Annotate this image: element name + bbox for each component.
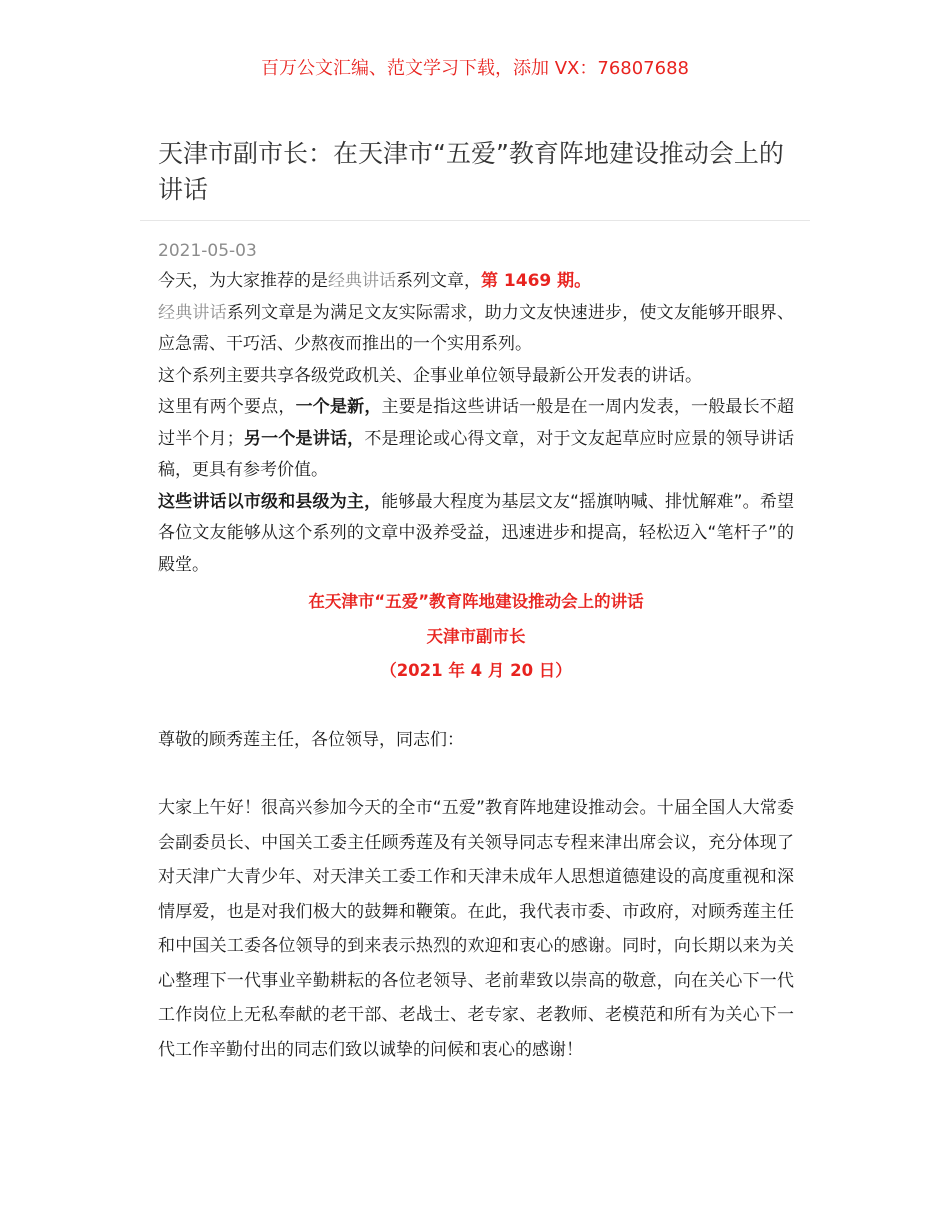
title-divider: [140, 220, 810, 221]
promo-banner: 百万公文汇编、范文学习下载，添加 VX：76807688: [261, 58, 689, 79]
intro-paragraph-5: [158, 487, 794, 582]
intro-text: 今天，为大家推荐的是: [158, 271, 328, 291]
intro-paragraph-1: [158, 266, 794, 298]
series-name: 经典讲话: [328, 271, 396, 291]
intro-paragraph-2: [158, 298, 794, 361]
article-body: [158, 266, 794, 1067]
intro-paragraph-4: [158, 392, 794, 487]
intro-text: 系列文章，: [396, 271, 481, 291]
key-point-1: 一个是新，: [295, 397, 382, 417]
issue-number: 第 1469 期。: [481, 271, 592, 291]
intro-text: 系列文章是为满足文友实际需求，助力文友快速进步，使文友能够开眼界、应急需、干巧活、少熬夜而推出的一个实用系列。: [158, 302, 795, 354]
spacer: [158, 757, 794, 791]
speech-speaker: 天津市副市长: [426, 626, 526, 646]
key-point-2: 另一个是讲话，: [243, 428, 365, 449]
intro-text: 这里有两个要点，: [158, 397, 296, 417]
spacer: [158, 689, 794, 723]
speech-heading: 在天津市“五爱”教育阵地建设推动会上的讲话: [308, 592, 644, 611]
speech-paragraph-1: 大家上午好！很高兴参加今天的全市“五爱”教育阵地建设推动会。十届全国人大常委会副委员长、中国关工委主任顾秀莲及有关领导同志专程来津出席会议，充分体现了对天津广大青少年、对天津关工委工作和天津未成年人思想道德建设的高度重视和深情厚爱，也是对我们极大的鼓舞和鞭策。在此，我代表市委、市政府，对顾秀莲主任和中国关工委各位领导的到来表示热烈的欢迎和衷心的感谢。同时，向长期以来为关心整理下一代事业辛勤耕耘的各位老领导、老前辈致以崇高的敬意，向在关心下一代工作岗位上无私奉献的老干部、老战士、老专家、老教师、老模范和所有为关心下一代工作辛勤付出的同志们致以诚挚的问候和衷心的感谢！: [158, 798, 794, 1060]
intro-text: 主要是指这些讲话一般是在一周内发表，一般最长不超过半个月；: [158, 397, 795, 449]
intro-text: 不是理论或心得文章，对于文友起草应时应景的领导讲话稿，更具有参考价值。: [158, 428, 795, 480]
speech-header: [158, 585, 794, 689]
speech-salutation: 尊敬的顾秀莲主任，各位领导，同志们：: [158, 729, 464, 750]
intro-paragraph-3: 这个系列主要共享各级党政机关、企事业单位领导最新公开发表的讲话。: [158, 365, 702, 386]
publish-date: 2021-05-03: [158, 241, 257, 261]
speech-body: [158, 689, 794, 1068]
speech-date: （2021 年 4 月 20 日）: [380, 661, 572, 680]
intro-text: 能够最大程度为基层文友“摇旗呐喊、排忧解难”。希望各位文友能够从这个系列的文章中汲养受益，迅速进步和提高，轻松迈入“笔杆子”的殿堂。: [158, 491, 794, 575]
series-name: 经典讲话: [158, 302, 227, 323]
article-title: 天津市副市长：在天津市“五爱”教育阵地建设推动会上的讲话: [158, 139, 784, 204]
key-point-3: 这些讲话以市级和县级为主，: [158, 491, 382, 512]
